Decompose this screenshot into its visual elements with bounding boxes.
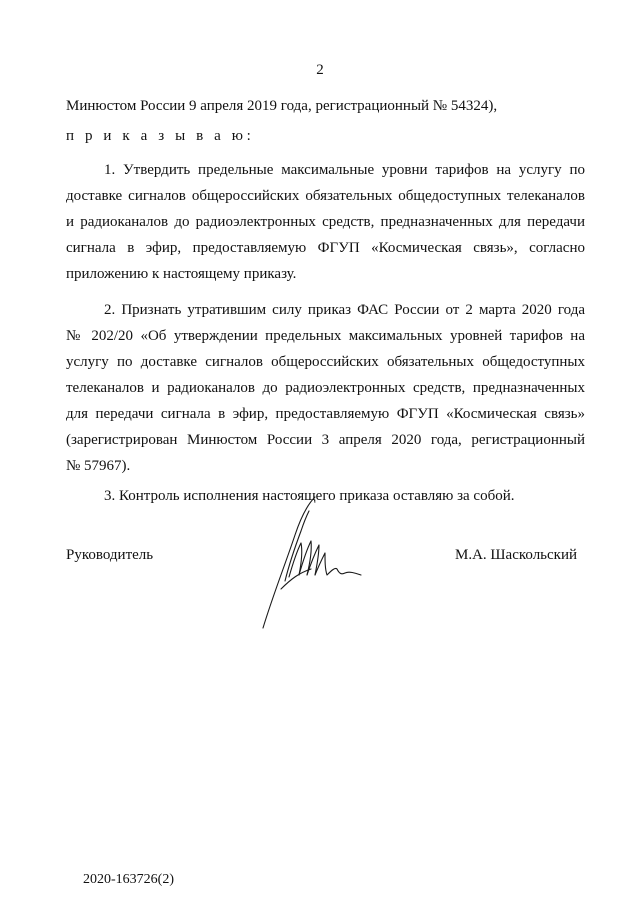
item-2-line: (зарегистрирован Минюстом России 3 апреля 2020 года, регистрационный xyxy=(66,432,585,448)
handwritten-signature xyxy=(255,495,365,635)
item-2-line: услугу по доставке сигналов общероссийских обязательных общедоступных xyxy=(66,354,585,370)
intro-line: Минюстом России 9 апреля 2019 года, регистрационный № 54324), xyxy=(66,98,498,114)
item-2-line: № 202/20 «Об утверждении предельных максимальных уровней тарифов на xyxy=(66,328,585,344)
item-1-line: 1. Утвердить предельные максимальные уровни тарифов на услугу по xyxy=(104,162,585,178)
item-1-line: доставке сигналов общероссийских обязательных общедоступных телеканалов xyxy=(66,188,585,204)
item-2-line: телеканалов и радиоканалов до радиоэлектронных средств, предназначенных xyxy=(66,380,585,396)
item-3-paragraph: 3. Контроль исполнения настоящего приказа оставляю за собой. xyxy=(104,488,515,504)
item-1-line: сигнала в эфир, предоставляемую ФГУП «Космическая связь», согласно xyxy=(66,240,585,256)
footer-doc-id: 2020-163726(2) xyxy=(83,872,174,887)
page-number: 2 xyxy=(316,62,324,78)
item-2-line: 2. Признать утратившим силу приказ ФАС России от 2 марта 2020 года xyxy=(104,302,585,318)
order-word: п р и к а з ы в а ю: xyxy=(66,128,255,144)
signatory-name: М.А. Шаскольский xyxy=(455,547,578,563)
item-1-line: и радиоканалов до радиоэлектронных средств, предназначенных для передачи xyxy=(66,214,585,230)
item-2-line: № 57967). xyxy=(66,458,131,474)
item-1-line: приложению к настоящему приказу. xyxy=(66,266,297,282)
signatory-position: Руководитель xyxy=(66,547,154,563)
item-2-line: для передачи сигнала в эфир, предоставляемую ФГУП «Космическая связь» xyxy=(66,406,585,422)
